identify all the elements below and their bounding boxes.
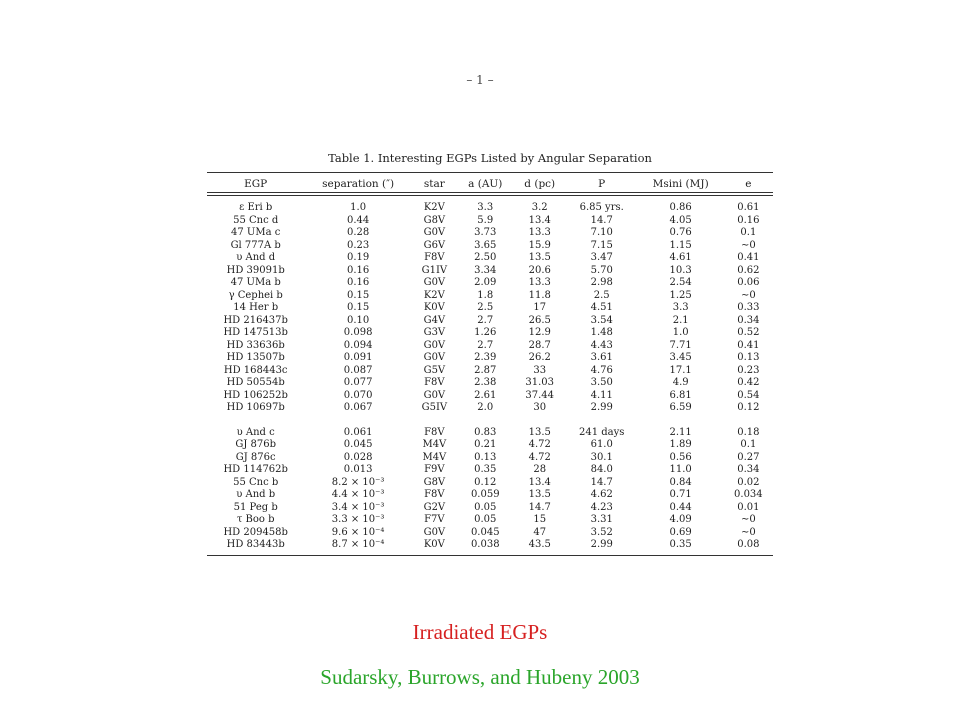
table-cell: M4V: [422, 439, 447, 450]
column-header: P: [566, 173, 638, 196]
table-cell: 13.4: [528, 214, 551, 226]
table-cell: 4.51: [590, 302, 613, 313]
table-cell: 15: [533, 514, 547, 525]
table-cell: F8V: [424, 252, 445, 263]
table-cell: 0.27: [737, 451, 760, 463]
table-row: [207, 365, 773, 378]
table-cell: 26.2: [528, 352, 551, 363]
table-cell: 2.61: [474, 389, 497, 401]
egp-name-cell: HD 106252b: [223, 389, 288, 401]
table-cell: 0.16: [737, 214, 760, 226]
table-body: [207, 196, 773, 556]
column-header: a (AU): [457, 173, 514, 196]
table-cell: 10.3: [669, 264, 692, 276]
table-cell: 9.6 × 10⁻⁴: [331, 526, 385, 538]
table-row: [207, 502, 773, 515]
table-cell: 7.10: [590, 227, 613, 238]
table-cell: 3.61: [590, 352, 613, 363]
table-cell: K2V: [423, 289, 445, 301]
egp-name-cell: HD 50554b: [226, 377, 285, 388]
table-cell: ∼0: [740, 526, 756, 538]
table-cell: 0.56: [669, 451, 692, 463]
table-cell: 0.71: [669, 489, 692, 500]
table-cell: 0.077: [343, 377, 373, 388]
table-cell: 0.061: [343, 426, 373, 438]
egp-name-cell: τ Boo b: [236, 514, 275, 525]
egp-name-cell: HD 83443b: [207, 539, 304, 555]
table-cell: 4.43: [590, 339, 613, 351]
table-row: [207, 327, 773, 340]
table-row: [207, 402, 773, 415]
egp-name-cell: HD 13507b: [226, 352, 285, 363]
table-cell: 8.2 × 10⁻³: [331, 476, 385, 488]
table-cell: 13.5: [528, 489, 551, 500]
egp-name-cell: HD 33636b: [226, 339, 285, 351]
table-cell: G0V: [423, 389, 446, 401]
table-cell: 37.44: [525, 389, 555, 401]
table-cell: G6V: [423, 239, 446, 251]
table-cell: 3.31: [590, 514, 613, 525]
table-cell: 4.72: [528, 451, 551, 463]
table-cell: 0.21: [474, 439, 497, 450]
table-cell: 0.35: [638, 539, 724, 555]
column-header: d (pc): [514, 173, 566, 196]
table-row: [207, 196, 773, 215]
table-cell: 13.5: [528, 426, 551, 438]
table-cell: 3.54: [590, 314, 613, 326]
table-cell: 2.5: [477, 302, 494, 313]
table-cell: 2.87: [474, 364, 497, 376]
table-cell: G8V: [423, 214, 446, 226]
table-cell: 0.16: [346, 264, 370, 276]
table-cell: 0.52: [737, 327, 760, 338]
table-cell: 26.5: [528, 314, 551, 326]
table-cell: 0.13: [737, 352, 760, 363]
table-cell: 0.35: [474, 464, 497, 475]
slide-title: Irradiated EGPs: [412, 620, 548, 644]
egp-name-cell: υ And b: [236, 489, 276, 500]
column-header: separation (″): [304, 173, 411, 196]
table-cell: 4.4 × 10⁻³: [331, 489, 385, 500]
table-cell: 0.059: [470, 489, 500, 500]
table-cell: 0.02: [737, 476, 760, 488]
table-cell: 0.013: [343, 464, 373, 475]
table-cell: G0V: [423, 526, 446, 538]
table-row: [207, 290, 773, 303]
egp-name-cell: 55 Cnc b: [233, 476, 279, 488]
column-header: EGP: [207, 173, 304, 196]
egp-name-cell: GJ 876b: [235, 439, 277, 450]
table-cell: 0.034: [734, 489, 763, 500]
table-cell: 3.4 × 10⁻³: [331, 501, 385, 513]
table-row: [207, 315, 773, 328]
table-cell: 1.25: [669, 289, 692, 301]
table-cell: 1.89: [669, 439, 692, 450]
table-cell: 13.3: [528, 277, 551, 288]
table-cell: 1.0: [672, 327, 689, 338]
table-cell: G4V: [423, 314, 446, 326]
table-cell: 2.98: [590, 277, 613, 288]
egp-name-cell: GJ 876c: [235, 451, 276, 463]
table-cell: 0.10: [346, 314, 370, 326]
table-cell: 7.15: [590, 239, 613, 251]
page-number: – 1 –: [466, 73, 494, 87]
table-cell: 0.33: [737, 302, 760, 313]
table-cell: 47: [533, 526, 547, 538]
egp-name-cell: γ Cephei b: [228, 289, 283, 301]
table-cell: 12.9: [528, 327, 551, 338]
table-cell: G0V: [423, 352, 446, 363]
table-cell: 4.9: [672, 377, 689, 388]
table-row: [207, 277, 773, 290]
table-cell: F7V: [424, 514, 445, 525]
table-cell: G0V: [423, 277, 446, 288]
table-cell: 0.76: [669, 227, 692, 238]
table-cell: 31.03: [525, 377, 555, 388]
table-cell: 0.54: [737, 389, 760, 401]
table-cell: 0.15: [346, 302, 370, 313]
column-header: Msini (MJ): [638, 173, 724, 196]
table-cell: K0V: [423, 302, 445, 313]
table-cell: 2.50: [474, 252, 497, 263]
table-row: [207, 377, 773, 390]
table-cell: 17.1: [669, 364, 692, 376]
egp-name-cell: HD 168443c: [223, 364, 288, 376]
table-cell: 13.4: [528, 476, 551, 488]
table-cell: 0.067: [343, 402, 373, 413]
table-cell: 1.15: [669, 239, 692, 251]
table-cell: 0.61: [737, 202, 760, 213]
table-cell: G5IV: [421, 402, 448, 413]
table-cell: 0.01: [737, 501, 760, 513]
table-cell: 6.85 yrs.: [579, 202, 624, 213]
table-row: [207, 539, 773, 555]
table-cell: 0.15: [346, 289, 370, 301]
table-cell: 0.06: [737, 277, 760, 288]
table-row: [207, 252, 773, 265]
table-cell: 2.99: [566, 539, 638, 555]
table-cell: 0.05: [474, 514, 497, 525]
table-cell: 5.70: [590, 264, 613, 276]
table-cell: 241 days: [579, 426, 625, 438]
table-cell: 43.5: [514, 539, 566, 555]
table-cell: 2.54: [669, 277, 692, 288]
table-cell: 0.028: [343, 451, 373, 463]
spacer-cell: [207, 415, 773, 427]
table-cell: 0.19: [346, 252, 370, 263]
egp-name-cell: HD 39091b: [226, 264, 285, 276]
table-cell: 2.1: [672, 314, 689, 326]
table-cell: 3.65: [474, 239, 497, 251]
egp-name-cell: HD 216437b: [223, 314, 288, 326]
egp-name-cell: υ And d: [236, 252, 276, 263]
table-cell: 0.13: [474, 451, 497, 463]
table-cell: 13.3: [528, 227, 551, 238]
egp-name-cell: HD 10697b: [226, 402, 285, 413]
table-cell: 0.41: [737, 252, 760, 263]
table-cell: 0.18: [737, 426, 760, 438]
table-cell: 0.34: [737, 314, 760, 326]
table-cell: 11.8: [528, 289, 551, 301]
table-cell: 3.73: [474, 227, 497, 238]
table-cell: 84.0: [590, 464, 613, 475]
table-cell: 2.38: [474, 377, 497, 388]
table-row: [207, 464, 773, 477]
table-cell: 0.83: [474, 426, 497, 438]
table-cell: 0.23: [737, 364, 760, 376]
table-cell: 14.7: [528, 501, 551, 513]
table-cell: G8V: [423, 476, 446, 488]
egp-name-cell: υ And c: [236, 426, 275, 438]
table-cell: 2.39: [474, 352, 497, 363]
table-cell: 0.05: [474, 501, 497, 513]
table-cell: 28: [533, 464, 547, 475]
table-row: [207, 265, 773, 278]
table-cell: M4V: [422, 451, 447, 463]
table-cell: 1.26: [474, 327, 497, 338]
table-cell: 0.41: [737, 339, 760, 351]
table-cell: 8.7 × 10⁻⁴: [304, 539, 411, 555]
table-cell: 0.045: [470, 526, 500, 538]
egp-name-cell: Gl 777A b: [230, 239, 281, 251]
table-cell: 4.23: [590, 501, 613, 513]
table-cell: 0.34: [737, 464, 760, 475]
egp-table: [207, 172, 773, 556]
table-cell: 0.094: [343, 339, 373, 351]
table-cell: F8V: [424, 426, 445, 438]
table-cell: 14.7: [590, 476, 613, 488]
table-cell: ∼0: [740, 514, 756, 525]
table-row: [207, 240, 773, 253]
egp-name-cell: 51 Peg b: [233, 501, 278, 513]
table-cell: K2V: [423, 202, 445, 213]
table-cell: 1.0: [350, 202, 367, 213]
table-cell: 3.3: [477, 202, 494, 213]
table-cell: 0.23: [346, 239, 370, 251]
table-cell: 17: [533, 302, 547, 313]
table-row: [207, 302, 773, 315]
table-row: [207, 215, 773, 228]
table-cell: 4.72: [528, 439, 551, 450]
table-cell: 4.09: [669, 514, 692, 525]
table-cell: ∼0: [740, 289, 756, 301]
table-cell: F9V: [424, 464, 445, 475]
table-cell: 0.087: [343, 364, 373, 376]
table-cell: 3.45: [669, 352, 692, 363]
table-row: [207, 352, 773, 365]
table-cell: 0.62: [737, 264, 760, 276]
group-spacer: [207, 415, 773, 427]
table-cell: 20.6: [528, 264, 551, 276]
table-cell: 28.7: [528, 339, 551, 351]
table-cell: 4.61: [669, 252, 692, 263]
table-cell: 0.098: [343, 327, 373, 338]
table-cell: 4.76: [590, 364, 613, 376]
table-cell: 0.1: [740, 439, 757, 450]
table-cell: 2.7: [477, 314, 494, 326]
table-cell: G1IV: [421, 264, 448, 276]
table-cell: F8V: [424, 377, 445, 388]
table-row: [207, 227, 773, 240]
table-cell: 0.12: [737, 402, 760, 413]
egp-name-cell: 47 UMa c: [231, 227, 281, 238]
table-cell: 2.99: [590, 402, 613, 413]
table-cell: 3.2: [531, 202, 548, 213]
table-cell: 0.045: [343, 439, 373, 450]
column-header: star: [412, 173, 457, 196]
table-cell: 0.1: [740, 227, 757, 238]
table-cell: 33: [533, 364, 547, 376]
table-cell: 3.3: [672, 302, 689, 313]
table-cell: 0.12: [474, 476, 497, 488]
table-cell: 11.0: [669, 464, 692, 475]
table-cell: 3.34: [474, 264, 497, 276]
table-cell: 13.5: [528, 252, 551, 263]
table-row: [207, 427, 773, 440]
table-row: [207, 477, 773, 490]
egp-name-cell: HD 209458b: [223, 526, 288, 538]
table-cell: 6.59: [669, 402, 692, 413]
table-cell: 6.81: [669, 389, 692, 401]
slide-citation: Sudarsky, Burrows, and Hubeny 2003: [320, 665, 640, 689]
table-cell: 2.11: [669, 426, 692, 438]
table-cell: 1.48: [590, 327, 613, 338]
table-cell: 3.3 × 10⁻³: [331, 514, 385, 525]
table-cell: 5.9: [477, 214, 494, 226]
table-row: [207, 489, 773, 502]
table-cell: 4.05: [669, 214, 692, 226]
table-cell: 3.50: [590, 377, 613, 388]
egp-name-cell: 47 UMa b: [230, 277, 281, 288]
table-cell: 61.0: [590, 439, 613, 450]
table-cell: 15.9: [528, 239, 551, 251]
table-cell: 0.28: [346, 227, 370, 238]
table-cell: 30.1: [590, 451, 613, 463]
table-cell: 2.0: [477, 402, 494, 413]
table-header-row: [207, 173, 773, 196]
table-cell: 2.5: [593, 289, 610, 301]
table-cell: 0.86: [669, 202, 692, 213]
column-header: e: [724, 173, 773, 196]
egp-name-cell: HD 147513b: [223, 327, 288, 338]
table-cell: 0.16: [346, 277, 370, 288]
table-cell: 2.09: [474, 277, 497, 288]
table-row: [207, 514, 773, 527]
table-row: [207, 340, 773, 353]
table-cell: 7.71: [669, 339, 692, 351]
egp-name-cell: HD 114762b: [223, 464, 288, 475]
table-cell: 0.84: [669, 476, 692, 488]
table-cell: K0V: [412, 539, 457, 555]
table-cell: 4.62: [590, 489, 613, 500]
table-cell: 3.52: [590, 526, 613, 538]
table-cell: F8V: [424, 489, 445, 500]
table-cell: 0.42: [737, 377, 760, 388]
table-row: [207, 527, 773, 540]
table-caption: Table 1. Interesting EGPs Listed by Angular Separation: [328, 151, 652, 165]
table-cell: G3V: [423, 327, 446, 338]
egp-name-cell: 14 Her b: [233, 302, 279, 313]
table-cell: G0V: [423, 339, 446, 351]
table-row: [207, 439, 773, 452]
table-cell: 1.8: [477, 289, 494, 301]
table-cell: 0.070: [343, 389, 373, 401]
table-row: [207, 452, 773, 465]
table-cell: 0.44: [346, 214, 370, 226]
table-cell: 0.08: [724, 539, 773, 555]
table-cell: 30: [533, 402, 547, 413]
egp-name-cell: ε Eri b: [239, 202, 273, 213]
table-cell: G5V: [423, 364, 446, 376]
table-cell: 4.11: [590, 389, 613, 401]
egp-name-cell: 55 Cnc d: [233, 214, 279, 226]
table-cell: 0.038: [457, 539, 514, 555]
table-cell: G2V: [423, 501, 446, 513]
table-cell: G0V: [423, 227, 446, 238]
table-cell: 0.69: [669, 526, 692, 538]
table-cell: 0.44: [669, 501, 692, 513]
table-row: [207, 390, 773, 403]
table-cell: 3.47: [590, 252, 613, 263]
table-cell: ∼0: [740, 239, 756, 251]
table-cell: 2.7: [477, 339, 494, 351]
table-cell: 0.091: [343, 352, 373, 363]
table-cell: 14.7: [590, 214, 613, 226]
